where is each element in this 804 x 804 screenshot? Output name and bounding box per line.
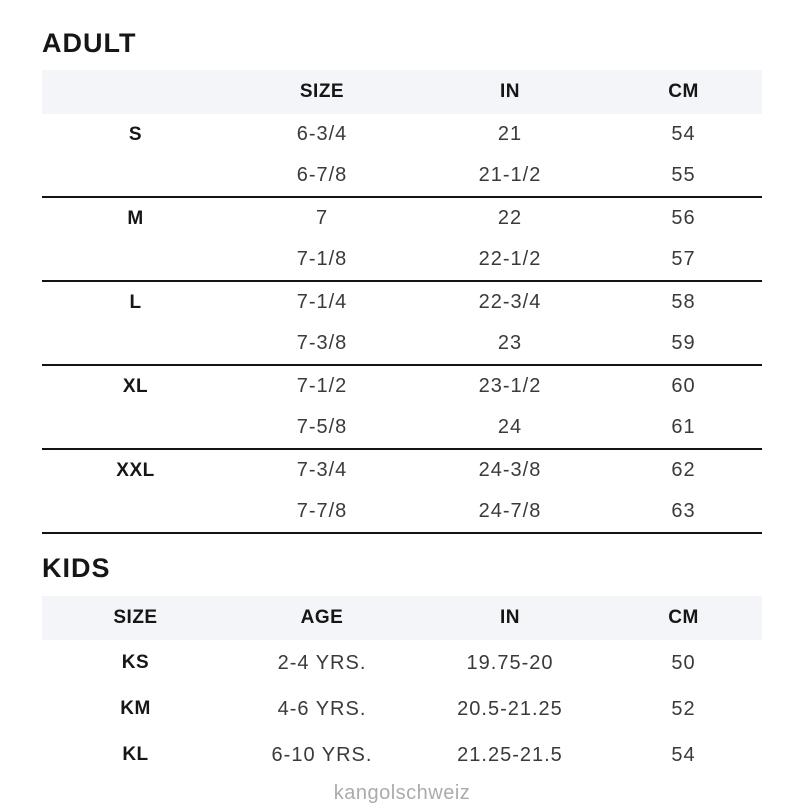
value-cell: 60 <box>671 375 696 397</box>
table-row <box>42 239 762 281</box>
adult-size-table <box>42 70 762 534</box>
value-cell: 19.75-20 <box>466 651 554 674</box>
size-label-cell <box>42 491 229 533</box>
table-row <box>42 155 762 197</box>
value-cell: 57 <box>605 239 762 281</box>
value-cell: 7-3/8 <box>229 323 415 365</box>
adult-header-row <box>42 70 762 114</box>
value-cell: 56 <box>671 207 696 229</box>
value-cell: 7-5/8 <box>229 407 415 449</box>
value-cell: 22 <box>497 207 523 229</box>
value-cell: 62 <box>671 459 696 481</box>
size-label-cell: M <box>127 207 144 229</box>
size-label-cell: KS <box>121 652 150 673</box>
kids-section-title: KIDS <box>42 553 111 583</box>
size-label-cell: KL <box>122 744 149 765</box>
value-cell: 23 <box>415 323 605 365</box>
column-header-age: AGE <box>229 596 415 640</box>
value-cell: 22-3/4 <box>478 291 542 313</box>
size-label-cell: S <box>128 123 143 145</box>
value-cell: 24 <box>415 407 605 449</box>
column-header-size: SIZE <box>229 70 415 114</box>
value-cell: 6-3/4 <box>296 123 348 145</box>
column-header-cm: CM <box>605 596 762 640</box>
table-row <box>42 732 762 778</box>
value-cell: 58 <box>671 291 696 313</box>
size-label-cell: XXL <box>116 459 155 481</box>
value-cell: 61 <box>605 407 762 449</box>
table-row <box>42 407 762 449</box>
table-row <box>42 114 762 155</box>
value-cell: 54 <box>671 743 696 766</box>
size-label-cell <box>42 155 229 197</box>
value-cell: 22-1/2 <box>415 239 605 281</box>
kids-section <box>42 555 762 778</box>
value-cell: 24-3/8 <box>478 459 542 481</box>
size-label-cell <box>42 323 229 365</box>
value-cell: 50 <box>671 651 696 674</box>
value-cell: 7-3/4 <box>296 459 348 481</box>
column-header-size: SIZE <box>42 596 229 640</box>
value-cell: 20.5-21.25 <box>457 697 563 720</box>
table-row <box>42 323 762 365</box>
value-cell: 7 <box>315 207 329 229</box>
column-header-in: IN <box>415 70 605 114</box>
value-cell: 7-1/8 <box>229 239 415 281</box>
column-header-cm: CM <box>605 70 762 114</box>
column-header-in: IN <box>415 596 605 640</box>
value-cell: 23-1/2 <box>478 375 542 397</box>
value-cell: 6-7/8 <box>229 155 415 197</box>
value-cell: 4-6 YRS. <box>277 697 367 720</box>
value-cell: 21 <box>497 123 523 145</box>
value-cell: 55 <box>605 155 762 197</box>
table-row <box>42 365 762 407</box>
table-row <box>42 281 762 323</box>
value-cell: 63 <box>605 491 762 533</box>
value-cell: 7-7/8 <box>229 491 415 533</box>
size-label-cell: KM <box>120 698 151 719</box>
value-cell: 7-1/4 <box>296 291 348 313</box>
size-label-cell <box>42 407 229 449</box>
adult-section <box>42 30 762 534</box>
kids-size-table <box>42 596 762 778</box>
value-cell: 52 <box>671 697 696 720</box>
value-cell: 21.25-21.5 <box>457 743 563 766</box>
value-cell: 6-10 YRS. <box>271 743 373 766</box>
value-cell: 21-1/2 <box>415 155 605 197</box>
value-cell: 54 <box>671 123 696 145</box>
adult-section-title: ADULT <box>42 28 137 58</box>
table-row <box>42 491 762 533</box>
value-cell: 24-7/8 <box>415 491 605 533</box>
value-cell: 2-4 YRS. <box>277 651 367 674</box>
value-cell: 59 <box>605 323 762 365</box>
value-cell: 7-1/2 <box>296 375 348 397</box>
table-row <box>42 686 762 732</box>
size-label-cell <box>42 239 229 281</box>
size-label-cell: XL <box>122 375 149 397</box>
size-label-cell: L <box>129 291 142 313</box>
watermark-text: kangolschweiz <box>333 782 471 804</box>
table-row <box>42 197 762 239</box>
table-row <box>42 640 762 686</box>
column-header-blank <box>42 70 229 114</box>
kids-header-row <box>42 596 762 640</box>
table-row <box>42 449 762 491</box>
